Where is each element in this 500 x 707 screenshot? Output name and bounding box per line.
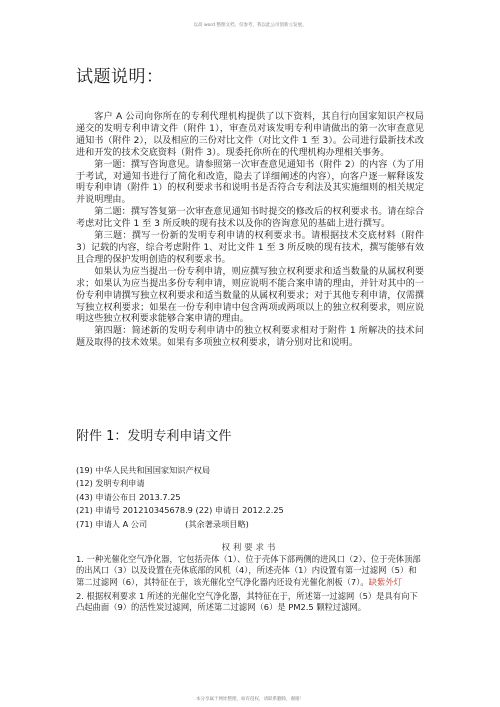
instructions-body xyxy=(76,112,424,350)
biblio-application-number: (21) 申请号 201210345678.9 (22) 申请日 2012.2.25 xyxy=(76,505,284,516)
biblio-type: (12) 发明专利申请 xyxy=(76,478,145,489)
appendix-title: 附件 1：发明专利申请文件 xyxy=(76,429,232,444)
claims-heading: 权利要求书 xyxy=(221,542,279,552)
biblio-publication-date: (43) 申请公布日 2013.7.25 xyxy=(76,491,181,502)
claim-1-annotation: 缺紫外灯 xyxy=(368,576,402,587)
claims-list xyxy=(76,554,424,616)
bibliographic-data xyxy=(76,464,424,531)
question-3-paragraph: 第三题：撰写一份新的发明专利申请的权利要求书。请根据技术交底材料（附件 3）记载的内容，综合考虑附件 1、对比文件 1 至 3 所反映的现有技术，撰写能够有效且合理的保护发明创造的权利要求书。 xyxy=(76,231,424,265)
biblio-office: (19) 中华人民共和国国家知识产权局 xyxy=(76,465,211,475)
claim-1 xyxy=(76,554,424,588)
question-2-paragraph: 第二题：撰写答复第一次审查意见通知书时提交的修改后的权利要求书。请在综合考虑对比文件 1 至 3 所反映的现有技术以及你的咨询意见的基础上进行撰写。 xyxy=(76,207,424,230)
claim-1-text: 1. 一种光催化空气净化器，它包括壳体（1）、位于壳体下部两侧的进风口（2）、位于壳体顶部的出风口（3）以及设置在壳体底部的风机（4），所述壳体（1）内设置有第一过滤网（5）和第二过滤网（6），其特征在于，该光催化空气净化器内还设有光催化剂板（7）。 xyxy=(76,554,421,587)
question-4-paragraph: 第四题：简述新的发明专利申请中的独立权利要求相对于附件 1 所解决的技术问题及取得的技术效果。如果有多项独立权利要求，请分别对比和说明。 xyxy=(76,326,424,349)
question-1-paragraph: 第一题：撰写咨询意见。请参照第一次审查意见通知书（附件 2）的内容（为了用于考试，对通知书进行了简化和改造，隐去了详细阐述的内容），向客户逐一解释该发明专利申请（附件 1）的权利要求书和说明书是否符合专利法及其实施细则的相关规定并说明理由。 xyxy=(76,159,424,206)
top-watermark-banner: 以高 word 整理文档，仅参考，我以此公司创新立发展。 xyxy=(193,23,307,28)
page-title: 试题说明： xyxy=(76,67,164,87)
claim-2: 2. 根据权利要求 1 所述的光催化空气净化器，其特征在于，所述第一过滤网（5）是具有向下凸起曲面（9）的活性炭过滤网，所述第二过滤网（6）是 PM2.5 颗粒过滤网。 xyxy=(76,590,418,613)
biblio-applicant-row xyxy=(76,518,424,531)
biblio-other-items-note: (其余著录项目略) xyxy=(185,518,249,529)
question-3-note-paragraph: 如果认为应当提出一份专利申请，则应撰写独立权利要求和适当数量的从属权利要求；如果认为应当提出多份专利申请，则应说明不能合案申请的理由，并针对其中的一份专利申请撰写独立权利要求和适当数量的从属权利要求；对于其他专利申请，仅需撰写独立权利要求；如果在一份专利申请中包含两项或两项以上的独立权利要求，则应说明这些独立权利要求能够合案申请的理由。 xyxy=(76,266,424,325)
intro-paragraph: 客户 A 公司向你所在的专利代理机构提供了以下资料，其自行向国家知识产权局递交的发明专利申请文件（附件 1），审查员对该发明专利申请做出的第一次审查意见通知书（附件 2），以及相应的三份对比文件（对比文件 1 至 3）。公司进行最新技术改进和开发的技术交底资料（附件 3）。现委托你所在的代理机构办理相关事务。 xyxy=(76,112,424,158)
bottom-watermark-banner: 本分享属于网址整理，如有侵权，请联系删除，谢谢！ xyxy=(196,697,304,702)
biblio-applicant: (71) 申请人 A 公司 xyxy=(76,518,148,529)
